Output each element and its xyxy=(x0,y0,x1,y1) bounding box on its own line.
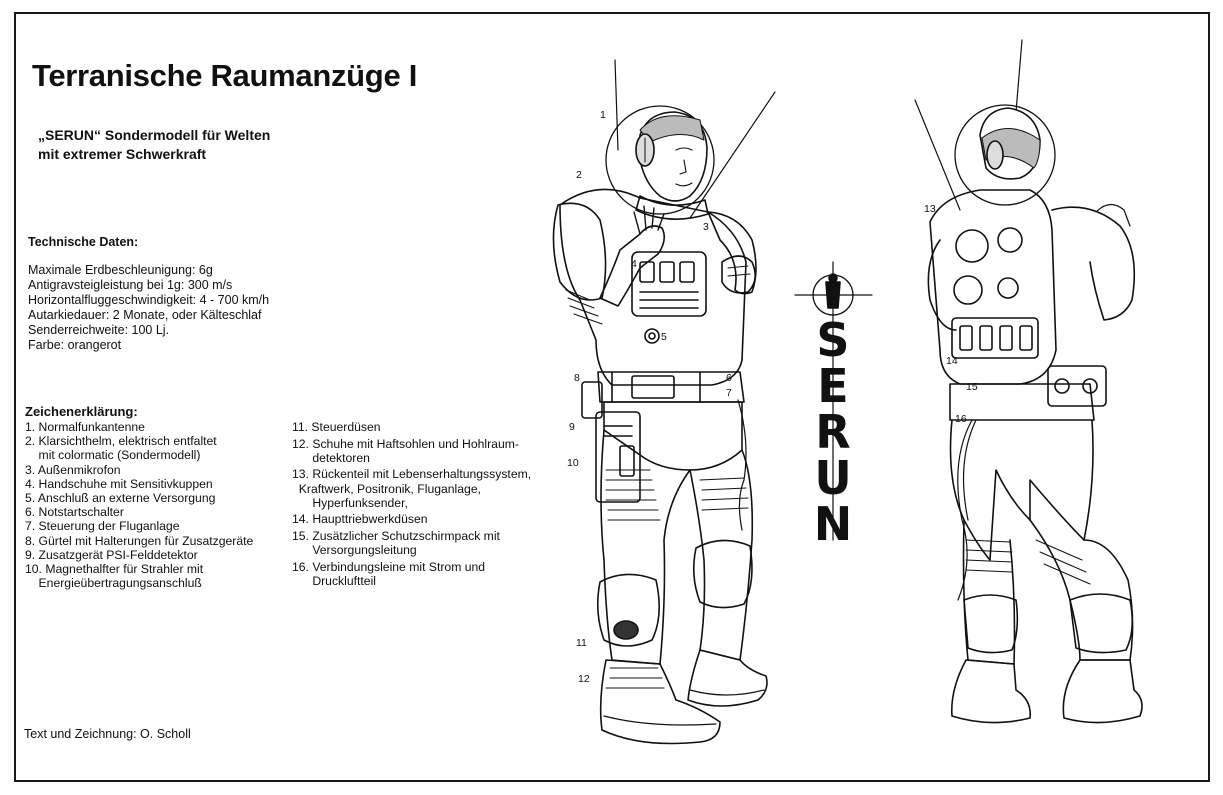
serun-logo-text xyxy=(814,313,853,551)
serun-letter: E xyxy=(817,359,849,413)
callout-number: 11 xyxy=(576,637,587,649)
legend-line: 4. Handschuhe mit Sensitivkuppen xyxy=(25,476,213,491)
page-title: Terranische Raumanzüge I xyxy=(32,58,418,93)
callout-number: 4 xyxy=(631,258,637,270)
callout-number: 2 xyxy=(576,169,582,181)
callout-number: 5 xyxy=(661,331,667,343)
legend-line: 7. Steuerung der Fluganlage xyxy=(25,519,180,534)
legend-line: 14. Haupttriebwerkdüsen xyxy=(292,512,428,527)
serun-letter: S xyxy=(816,313,850,367)
technical-item: Senderreichweite: 100 Lj. xyxy=(28,323,170,338)
technical-heading: Technische Daten: xyxy=(28,235,139,249)
callout-number: 10 xyxy=(567,457,579,469)
legend-line: detektoren xyxy=(292,450,370,465)
legend-line: 5. Anschluß an externe Versorgung xyxy=(25,491,216,506)
legend-line: 11. Steuerdüsen xyxy=(292,420,381,434)
callout-number: 7 xyxy=(726,387,732,399)
callout-labels xyxy=(567,109,978,685)
technical-item: Antigravsteigleistung bei 1g: 300 m/s xyxy=(28,278,233,293)
technical-item: Autarkiedauer: 2 Monate, oder Kälteschlaf xyxy=(28,308,262,323)
serun-letter: U xyxy=(814,451,852,505)
legend-line: 6. Notstartschalter xyxy=(25,505,124,520)
callout-number: 16 xyxy=(955,413,967,425)
legend-line: 13. Rückenteil mit Lebenserhaltungssystem, xyxy=(292,467,532,482)
callout-number: 12 xyxy=(578,673,590,685)
legend-line: 12. Schuhe mit Haftsohlen und Hohlraum- xyxy=(292,436,519,451)
serun-letter: R xyxy=(815,405,851,459)
callout-number: 6 xyxy=(726,372,732,384)
technical-item: Maximale Erdbeschleunigung: 6g xyxy=(28,263,213,277)
callout-number: 9 xyxy=(569,421,575,433)
subtitle-line: „SERUN“ Sondermodell für Welten xyxy=(38,127,271,143)
legend-line: mit colormatic (Sondermodell) xyxy=(25,448,201,463)
legend-line: Kraftwerk, Positronik, Fluganlage, xyxy=(292,481,481,496)
subtitle-line: mit extremer Schwerkraft xyxy=(38,146,207,162)
legend-line: 2. Klarsichthelm, elektrisch entfaltet xyxy=(25,434,217,449)
credit-line: Text und Zeichnung: O. Scholl xyxy=(24,727,191,741)
legend-line: Versorgungsleitung xyxy=(292,543,417,558)
legend-line: 8. Gürtel mit Halterungen für Zusatzgeräte xyxy=(25,533,254,548)
legend-line: Hyperfunksender, xyxy=(292,495,408,510)
callout-number: 13 xyxy=(924,203,936,215)
legend-line: 15. Zusätzlicher Schutzschirmpack mit xyxy=(292,528,500,543)
technical-item: Horizontalfluggeschwindigkeit: 4 - 700 km/h xyxy=(28,293,270,308)
legend-line: 9. Zusatzgerät PSI-Felddetektor xyxy=(25,547,198,562)
serun-letter: N xyxy=(813,497,853,551)
technical-item: Farbe: orangerot xyxy=(28,338,122,353)
legend-line: 10. Magnethalfter für Strahler mit xyxy=(25,562,204,577)
callout-number: 14 xyxy=(946,355,958,367)
callout-number: 1 xyxy=(600,109,606,121)
legend-line: 3. Außenmikrofon xyxy=(25,462,121,477)
callout-number: 3 xyxy=(703,221,709,233)
callout-number: 15 xyxy=(966,381,978,393)
legend-line: 1. Normalfunkantenne xyxy=(25,420,145,434)
back-suit-figure xyxy=(915,40,1142,723)
callout-number: 8 xyxy=(574,372,580,384)
legend-line: 16. Verbindungsleine mit Strom und xyxy=(292,559,486,574)
legend-heading: Zeichenerklärung: xyxy=(25,404,138,419)
legend-line: Energieübertragungsanschluß xyxy=(25,576,202,591)
legend-line: Druckluftteil xyxy=(292,573,376,588)
